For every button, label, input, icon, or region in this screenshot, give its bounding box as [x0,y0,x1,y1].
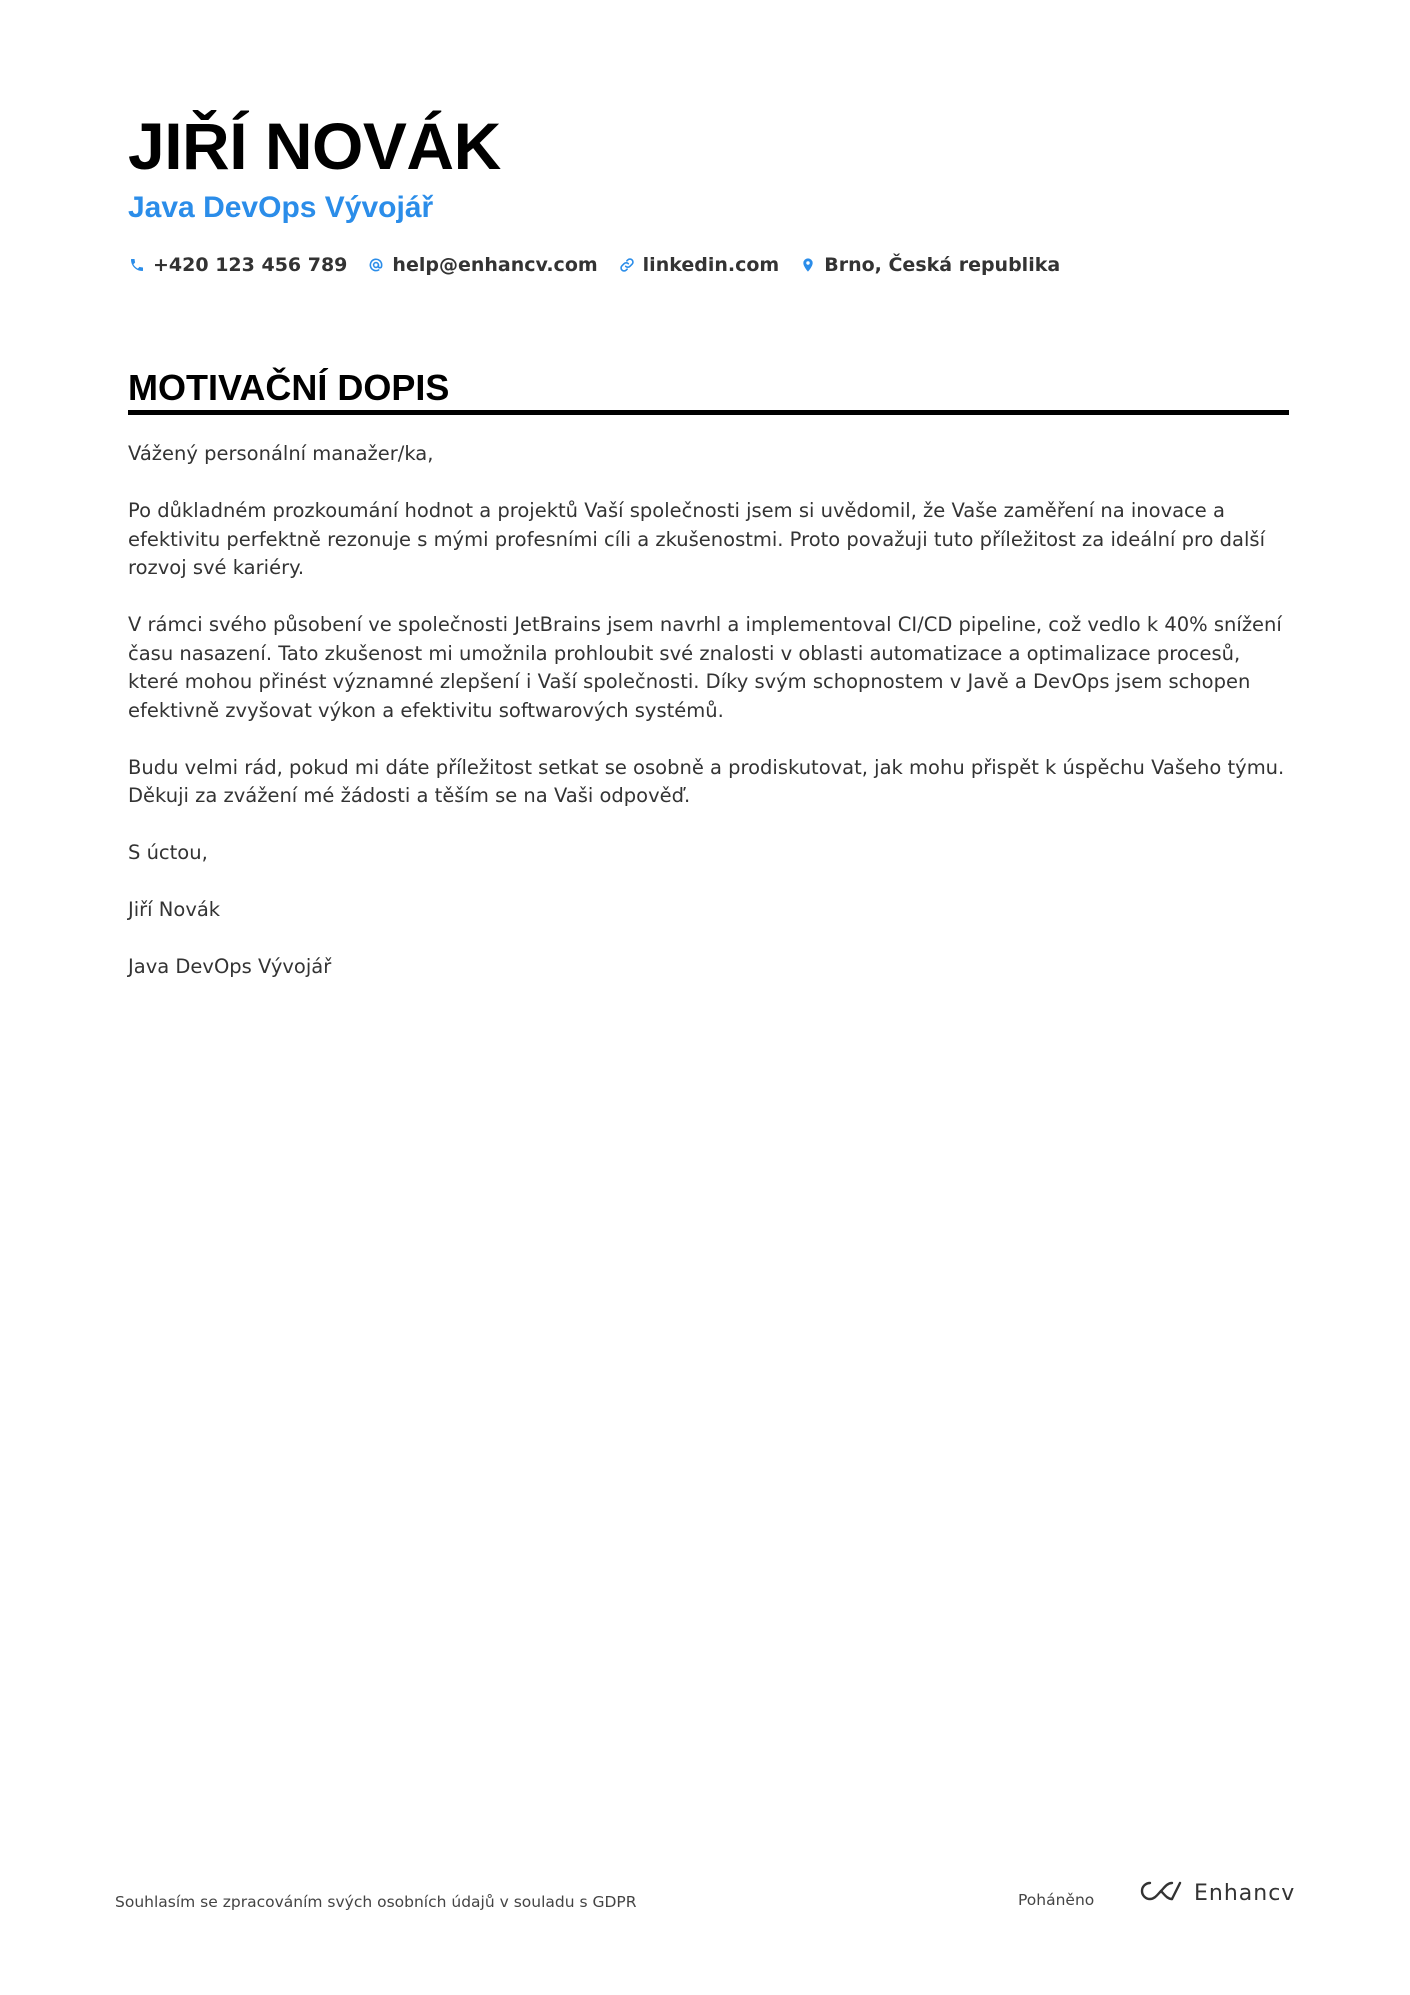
at-icon [367,256,385,274]
job-title: Java DevOps Vývojář [128,191,434,224]
closing: S úctou, [128,841,208,864]
contact-location [799,254,1060,276]
paragraph: Po důkladném prozkoumání hodnot a projektů Vaší společnosti jsem si uvědomil, že Vaše zaměření na inovace a efektivitu perfektně rezonuje s mými profesními cíli a zkušenostmi. Proto považuji tuto příležitost za ideální pro další rozvoj své kariéry. [128,499,1265,579]
section-divider [128,410,1289,415]
section-title: MOTIVAČNÍ DOPIS [128,367,450,408]
contact-phone [128,254,347,276]
contact-linkedin[interactable] [618,254,780,276]
paragraph: Budu velmi rád, pokud mi dáte příležitost setkat se osobně a prodiskutovat, jak mohu přispět k úspěchu Vašeho týmu. Děkuji za zvážení mé žádosti a těším se na Vaši odpověď. [128,755,1285,807]
signature-title: Java DevOps Vývojář [128,955,332,978]
contact-email[interactable] [367,254,597,276]
greeting: Vážený personální manažer/ka, [128,442,434,465]
map-pin-icon [799,256,817,274]
contact-bar [128,254,1288,276]
gdpr-consent: Souhlasím se zpracováním svých osobních údajů v souladu s GDPR [115,1893,637,1911]
signature-name: Jiří Novák [128,898,221,921]
linkedin-text[interactable]: linkedin.com [642,254,780,276]
powered-by-label: Poháněno [1018,1891,1095,1909]
link-icon [618,256,636,274]
enhancv-logo-icon [1138,1878,1184,1908]
header [128,108,1288,276]
enhancv-logo-text: Enhancv [1194,1880,1296,1906]
letter-body [128,440,1293,1010]
enhancv-logo[interactable] [1138,1878,1295,1908]
location-text: Brno, Česká republika [824,254,1061,276]
paragraph: V rámci svého působení ve společnosti JetBrains jsem navrhl a implementoval CI/CD pipeline, což vedlo k 40% snížení času nasazení. Tato zkušenost mi umožnila prohloubit své znalosti v oblasti automatizace a optimalizace procesů, které mohou přinést významné zlepšení i Vaší společnosti. Díky svým schopnostem v Javě a DevOps jsem schopen efektivně zvyšovat výkon a efektivitu softwarových systémů. [128,613,1282,722]
phone-text: +420 123 456 789 [153,254,348,276]
phone-icon [128,256,146,274]
email-text[interactable]: help@enhancv.com [392,254,598,276]
candidate-name: JIŘÍ NOVÁK [128,109,501,183]
